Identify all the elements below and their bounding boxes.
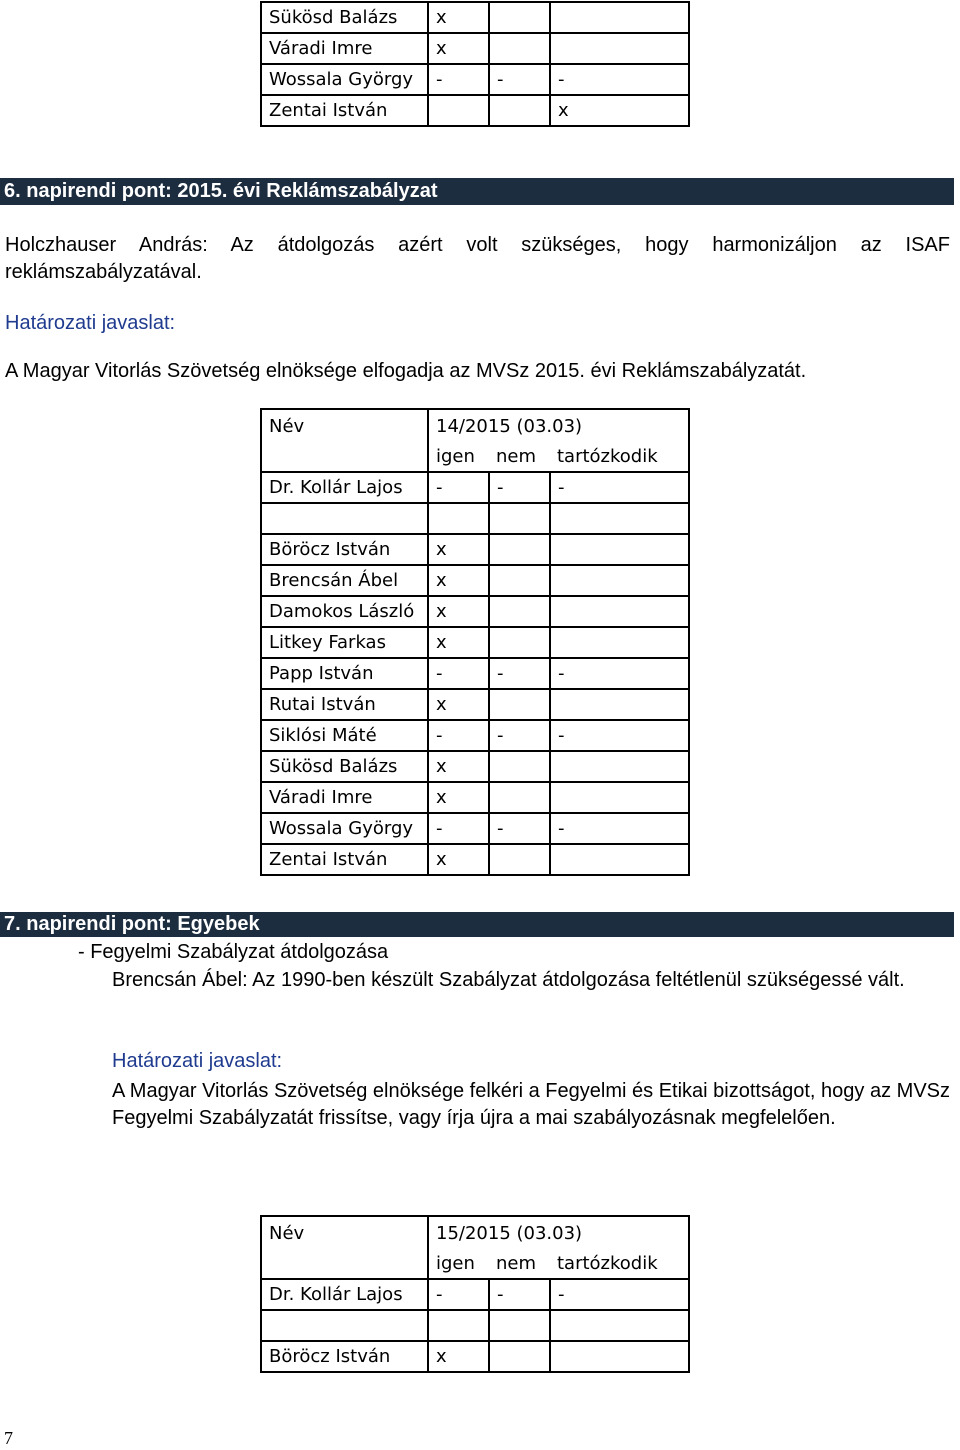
vote-igen: -	[428, 813, 489, 844]
vote-igen: x	[428, 2, 489, 33]
vote-nem	[489, 689, 550, 720]
resolution-number: 14/2015 (03.03)	[428, 409, 689, 442]
table-row	[261, 689, 689, 720]
voter-name: Litkey Farkas	[261, 627, 428, 658]
vote-tartozkodik	[550, 844, 689, 875]
vote-igen: x	[428, 1341, 489, 1372]
voter-name: Siklósi Máté	[261, 720, 428, 751]
vote-igen: x	[428, 596, 489, 627]
voter-name: Sükösd Balázs	[261, 751, 428, 782]
table-row	[261, 33, 689, 64]
vote-igen: x	[428, 33, 489, 64]
vote-tartozkodik	[550, 689, 689, 720]
vote-table-continued	[260, 1, 690, 127]
voter-name: Dr. Kollár Lajos	[261, 1279, 428, 1310]
voter-name	[261, 503, 428, 534]
vote-igen: x	[428, 565, 489, 596]
vote-nem	[489, 2, 550, 33]
vote-tartozkodik	[550, 596, 689, 627]
table-row	[261, 1279, 689, 1310]
vote-nem	[489, 95, 550, 126]
vote-nem	[489, 33, 550, 64]
page-number: 7	[4, 1428, 13, 1448]
voter-name: Váradi Imre	[261, 33, 428, 64]
table-row	[261, 503, 689, 534]
vote-igen: x	[428, 627, 489, 658]
vote-nem: -	[489, 64, 550, 95]
table-row	[261, 95, 689, 126]
vote-tartozkodik	[550, 627, 689, 658]
vote-tartozkodik	[550, 33, 689, 64]
voter-name: Böröcz István	[261, 534, 428, 565]
col-nem: nem	[489, 442, 550, 472]
table-row	[261, 596, 689, 627]
section-7-proposal-text: A Magyar Vitorlás Szövetség elnöksége felkéri a Fegyelmi és Etikai bizottságot, hogy az MVSz Fegyelmi Szabályzatát frissítse, vagy írja újra a mai szabályozásnak megfelelően.	[112, 1080, 950, 1129]
resolution-number: 15/2015 (03.03)	[428, 1216, 689, 1249]
col-tartozkodik: tartózkodik	[550, 442, 689, 472]
vote-igen: -	[428, 472, 489, 503]
vote-nem	[489, 782, 550, 813]
table-row	[261, 565, 689, 596]
section-7-proposal-label: Határozati javaslat:	[112, 1050, 283, 1072]
voter-name: Rutai István	[261, 689, 428, 720]
vote-nem: -	[489, 813, 550, 844]
section-7-heading: 7. napirendi pont: Egyebek	[0, 912, 954, 937]
vote-tartozkodik: -	[550, 472, 689, 503]
table-row	[261, 64, 689, 95]
name-header: Név	[261, 409, 428, 472]
vote-tartozkodik: -	[550, 64, 689, 95]
table-row	[261, 472, 689, 503]
vote-tartozkodik: -	[550, 1279, 689, 1310]
voter-name: Wossala György	[261, 813, 428, 844]
vote-igen: x	[428, 751, 489, 782]
section-6-heading: 6. napirendi pont: 2015. évi Reklámszabályzat	[0, 178, 954, 205]
vote-table-15-2015	[260, 1215, 690, 1373]
vote-tartozkodik	[550, 565, 689, 596]
vote-tartozkodik	[550, 782, 689, 813]
vote-igen: x	[428, 534, 489, 565]
vote-igen: -	[428, 720, 489, 751]
vote-igen: x	[428, 689, 489, 720]
vote-nem	[489, 596, 550, 627]
vote-tartozkodik: -	[550, 658, 689, 689]
vote-igen: -	[428, 1279, 489, 1310]
name-header: Név	[261, 1216, 428, 1279]
voter-name: Damokos László	[261, 596, 428, 627]
voter-name: Zentai István	[261, 844, 428, 875]
voter-name: Váradi Imre	[261, 782, 428, 813]
table-row	[261, 844, 689, 875]
vote-igen	[428, 1310, 489, 1341]
voter-name: Wossala György	[261, 64, 428, 95]
section-7-paragraph: Brencsán Ábel: Az 1990-ben készült Szabályzat átdolgozása feltétlenül szükségessé vált.	[112, 969, 905, 991]
vote-nem	[489, 1341, 550, 1372]
vote-tartozkodik	[550, 503, 689, 534]
vote-nem	[489, 627, 550, 658]
table-row	[261, 2, 689, 33]
table-row	[261, 813, 689, 844]
section-6-paragraph: Holczhauser András: Az átdolgozás azért volt szükséges, hogy harmonizáljon az ISAF reklámszabályzatával.	[5, 234, 950, 283]
voter-name: Sükösd Balázs	[261, 2, 428, 33]
vote-igen: x	[428, 782, 489, 813]
vote-nem	[489, 1310, 550, 1341]
col-tartozkodik: tartózkodik	[550, 1249, 689, 1279]
vote-tartozkodik	[550, 1310, 689, 1341]
vote-igen	[428, 503, 489, 534]
col-igen: igen	[428, 442, 489, 472]
vote-nem	[489, 844, 550, 875]
vote-tartozkodik: -	[550, 813, 689, 844]
vote-tartozkodik: x	[550, 95, 689, 126]
vote-tartozkodik	[550, 751, 689, 782]
vote-nem	[489, 751, 550, 782]
table-row	[261, 782, 689, 813]
vote-tartozkodik	[550, 534, 689, 565]
vote-nem: -	[489, 720, 550, 751]
table-row	[261, 627, 689, 658]
vote-table-14-2015	[260, 408, 690, 876]
voter-name: Dr. Kollár Lajos	[261, 472, 428, 503]
col-nem: nem	[489, 1249, 550, 1279]
vote-nem: -	[489, 472, 550, 503]
vote-igen: -	[428, 64, 489, 95]
vote-igen	[428, 95, 489, 126]
vote-nem	[489, 503, 550, 534]
vote-nem	[489, 565, 550, 596]
section-6-proposal-label: Határozati javaslat:	[5, 312, 176, 334]
section-6-proposal-text: A Magyar Vitorlás Szövetség elnöksége elfogadja az MVSz 2015. évi Reklámszabályzatát.	[5, 360, 807, 382]
table-row	[261, 658, 689, 689]
vote-igen: x	[428, 844, 489, 875]
vote-nem	[489, 534, 550, 565]
voter-name	[261, 1310, 428, 1341]
voter-name: Brencsán Ábel	[261, 565, 428, 596]
vote-nem: -	[489, 1279, 550, 1310]
vote-igen: -	[428, 658, 489, 689]
voter-name: Böröcz István	[261, 1341, 428, 1372]
table-row	[261, 1341, 689, 1372]
table-row	[261, 720, 689, 751]
table-row	[261, 1310, 689, 1341]
vote-tartozkodik: -	[550, 720, 689, 751]
table-row	[261, 751, 689, 782]
section-7-bullet: - Fegyelmi Szabályzat átdolgozása	[78, 941, 389, 963]
vote-tartozkodik	[550, 1341, 689, 1372]
table-row	[261, 534, 689, 565]
voter-name: Zentai István	[261, 95, 428, 126]
vote-tartozkodik	[550, 2, 689, 33]
vote-nem: -	[489, 658, 550, 689]
voter-name: Papp István	[261, 658, 428, 689]
col-igen: igen	[428, 1249, 489, 1279]
